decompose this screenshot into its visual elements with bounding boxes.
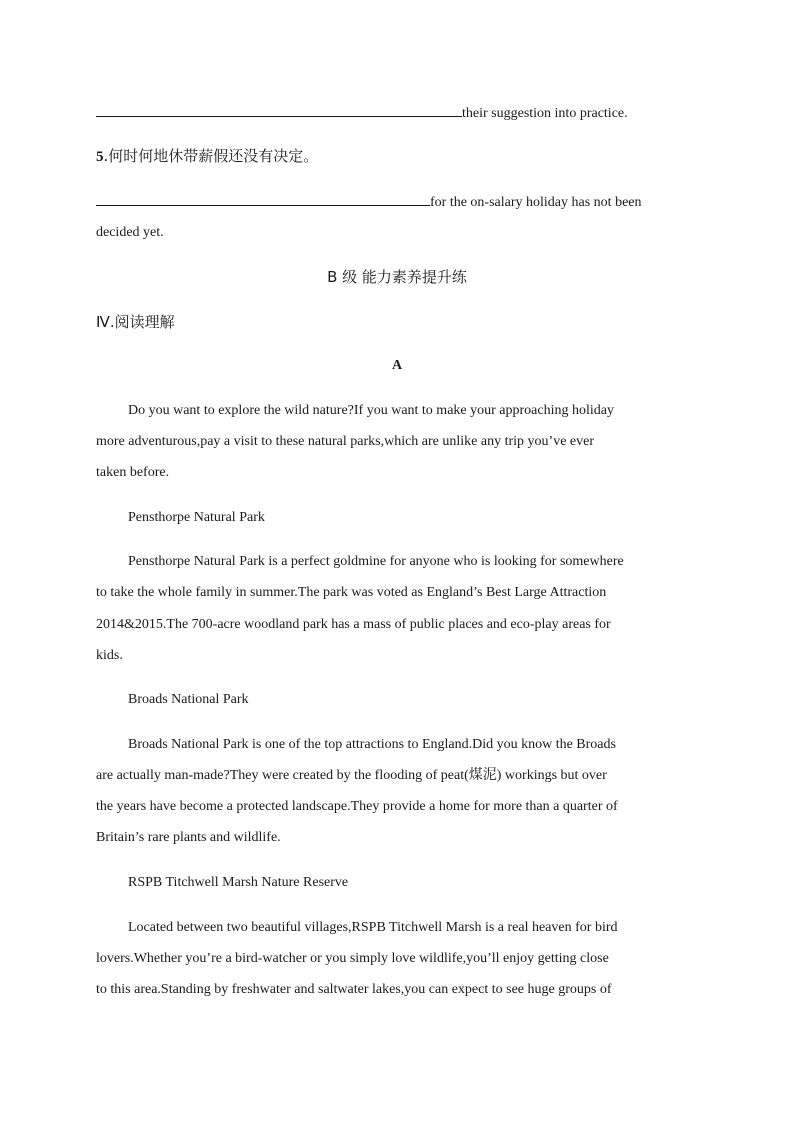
- park2-line: Broads National Park is one of the top attractions to England.Did you know the Broads: [128, 737, 616, 752]
- q5-prompt-text: .何时何地休带薪假还没有决定。: [103, 147, 319, 165]
- park2-line: the years have become a protected landscape.They provide a home for more than a quarter of: [96, 799, 618, 814]
- park2-name: Broads National Park: [128, 692, 249, 707]
- q5-blank[interactable]: [96, 191, 430, 206]
- section-iv-heading: [96, 312, 696, 332]
- park3-line: Located between two beautiful villages,RSPB Titchwell Marsh is a real heaven for bird: [128, 920, 618, 935]
- q5-number: 5: [96, 149, 104, 165]
- q5-tail-text-2: decided yet.: [96, 225, 164, 240]
- q5-tail-text: for the on-salary holiday has not been: [430, 195, 642, 210]
- intro-line: more adventurous,pay a visit to these natural parks,which are unlike any trip you’ve ever: [96, 434, 595, 449]
- park1-line: 2014&2015.The 700-acre woodland park has a mass of public places and eco-play areas for: [96, 617, 611, 632]
- section-b-title: B 级 能力素养提升练: [327, 268, 467, 286]
- q5-prompt: [96, 146, 696, 167]
- park1-line: kids.: [96, 648, 123, 663]
- park3-line: to this area.Standing by freshwater and saltwater lakes,you can expect to see huge groups of: [96, 982, 612, 997]
- q4-blank[interactable]: [96, 102, 462, 117]
- intro-line: Do you want to explore the wild nature?If you want to make your approaching holiday: [128, 403, 614, 418]
- passage-label-text: A: [391, 358, 403, 373]
- q5-answer-line-2: [96, 223, 696, 243]
- section-iv-title: Ⅳ.阅读理解: [96, 313, 175, 331]
- park2-line: Britain’s rare plants and wildlife.: [96, 830, 281, 845]
- section-b-heading: [0, 267, 794, 287]
- q4-answer-line: [96, 102, 696, 124]
- park1-name: Pensthorpe Natural Park: [128, 510, 265, 525]
- passage-label: [0, 356, 794, 376]
- park1-line: Pensthorpe Natural Park is a perfect goldmine for anyone who is looking for somewhere: [128, 554, 624, 569]
- park3-name: RSPB Titchwell Marsh Nature Reserve: [128, 875, 349, 890]
- park2-line: are actually man-made?They were created by the flooding of peat(煤泥) workings but over: [96, 768, 607, 783]
- q4-tail-text: their suggestion into practice.: [462, 106, 628, 121]
- park1-line: to take the whole family in summer.The park was voted as England’s Best Large Attraction: [96, 585, 607, 600]
- q5-answer-line: [96, 191, 696, 213]
- intro-line: taken before.: [96, 465, 170, 480]
- park3-line: lovers.Whether you’re a bird-watcher or you simply love wildlife,you’ll enjoy getting close: [96, 951, 609, 966]
